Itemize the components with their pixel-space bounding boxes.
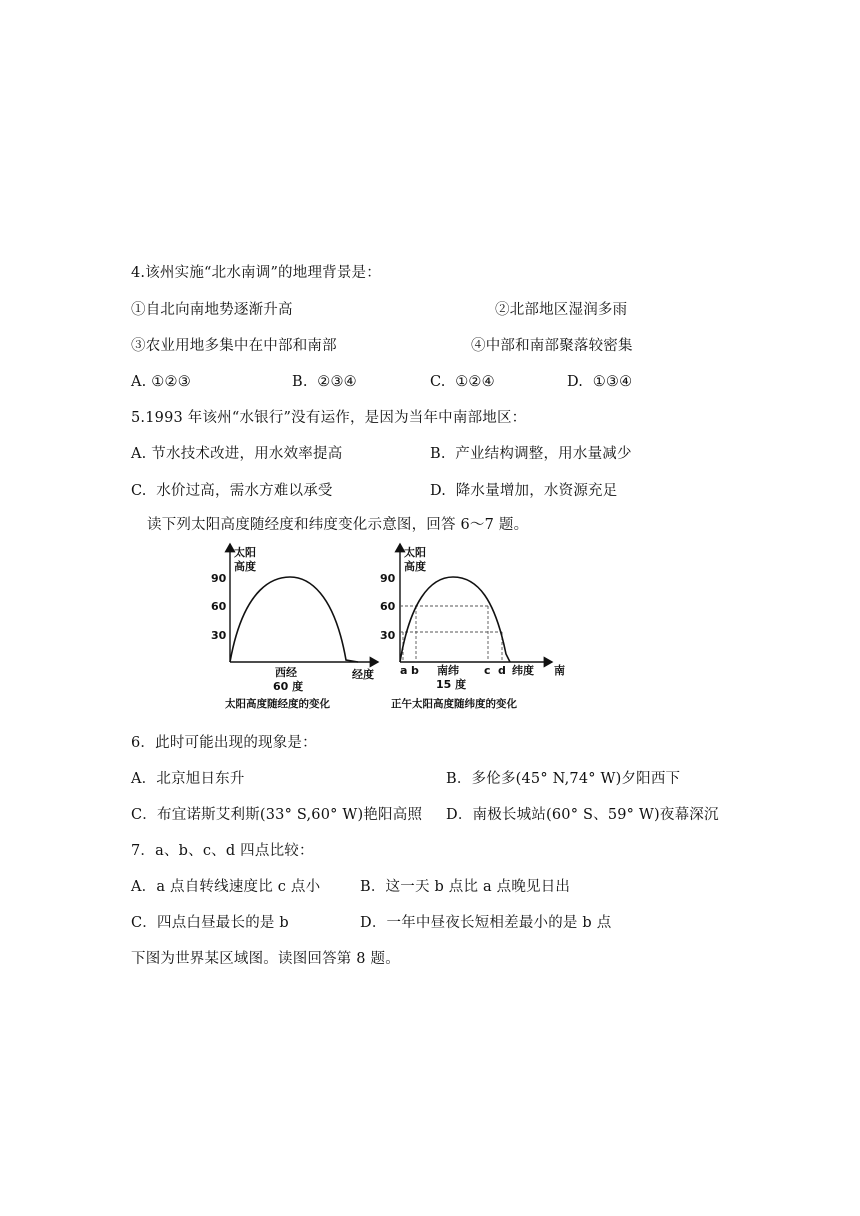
q5-option-a: A. 节水技术改进，用水效率提高 xyxy=(131,446,343,462)
q4-statement-3: ③农业用地多集中在中部和南部 xyxy=(131,338,337,354)
right-chart xyxy=(380,544,565,710)
q4-option-c: C. ①②④ xyxy=(430,374,495,390)
left-ylabel-1: 太阳 xyxy=(234,546,256,559)
right-ytick-90: 90 xyxy=(380,572,396,585)
q6-option-d: D．南极长城站(60° S、59° W)夜幕深沉 xyxy=(446,807,719,823)
q4-statement-4: ④中部和南部聚落较密集 xyxy=(471,338,633,354)
right-xlabel: 纬度 xyxy=(512,664,534,677)
q5-option-b: B. 产业结构调整，用水量减少 xyxy=(430,446,632,462)
right-curve xyxy=(400,577,510,662)
right-caption: 正午太阳高度随纬度的变化 xyxy=(391,698,517,710)
left-xlabel: 经度 xyxy=(352,668,374,681)
left-ytick-60: 60 xyxy=(211,600,227,613)
intro-6-7: 读下列太阳高度随经度和纬度变化示意图，回答 6～7 题。 xyxy=(147,517,529,533)
q7-option-b: B．这一天 b 点比 a 点晚见日出 xyxy=(360,879,571,895)
intro-8: 下图为世界某区域图。读图回答第 8 题。 xyxy=(131,951,400,967)
left-xtick-2: 60 度 xyxy=(273,680,304,693)
left-ytick-90: 90 xyxy=(211,572,227,585)
right-ytick-30: 30 xyxy=(380,629,396,642)
left-ylabel-2: 高度 xyxy=(234,560,256,573)
q4-statement-2: ②北部地区湿润多雨 xyxy=(495,302,628,318)
right-ytick-60: 60 xyxy=(380,600,396,613)
right-ylabel-2: 高度 xyxy=(404,560,426,573)
question-6-stem: 6．此时可能出现的现象是： xyxy=(131,735,317,751)
left-ytick-30: 30 xyxy=(211,629,227,642)
question-7-stem: 7．a、b、c、d 四点比较： xyxy=(131,843,314,859)
right-ylabel-1: 太阳 xyxy=(404,546,426,559)
right-point-a: a xyxy=(400,664,408,677)
left-chart xyxy=(211,544,378,710)
right-xtick-2: 15 度 xyxy=(436,678,467,691)
right-xlabel-dir: 南 xyxy=(554,664,565,677)
left-curve xyxy=(230,577,358,662)
q5-option-d: D. 降水量增加，水资源充足 xyxy=(430,483,618,499)
q7-option-a: A．a 点自转线速度比 c 点小 xyxy=(131,879,321,895)
q7-option-d: D．一年中昼夜长短相差最小的是 b 点 xyxy=(360,915,612,931)
q5-option-c: C. 水价过高，需水方难以承受 xyxy=(131,483,333,499)
question-5-stem: 5.1993 年该州“水银行”没有运作，是因为当年中南部地区： xyxy=(131,410,527,426)
right-point-c: c xyxy=(484,664,491,677)
sun-altitude-figure xyxy=(210,542,570,722)
q6-option-b: B．多伦多(45° N,74° W)夕阳西下 xyxy=(446,771,681,787)
q6-option-a: A．北京旭日东升 xyxy=(131,771,245,787)
q6-option-c: C．布宜诺斯艾利斯(33° S,60° W)艳阳高照 xyxy=(131,807,423,823)
q4-option-b: B. ②③④ xyxy=(292,374,357,390)
q7-option-c: C．四点白昼最长的是 b xyxy=(131,915,289,931)
left-xtick-1: 西经 xyxy=(275,666,297,679)
q4-statement-1: ①自北向南地势逐渐升高 xyxy=(131,302,293,318)
q4-option-a: A. ①②③ xyxy=(131,374,191,390)
right-point-d: d xyxy=(498,664,506,677)
right-xtick-1: 南纬 xyxy=(437,664,459,677)
right-guides xyxy=(400,606,502,662)
right-point-b: b xyxy=(411,664,419,677)
left-caption: 太阳高度随经度的变化 xyxy=(225,698,330,710)
question-4-stem: 4.该州实施“北水南调”的地理背景是： xyxy=(131,265,381,281)
q4-option-d: D. ①③④ xyxy=(567,374,633,390)
